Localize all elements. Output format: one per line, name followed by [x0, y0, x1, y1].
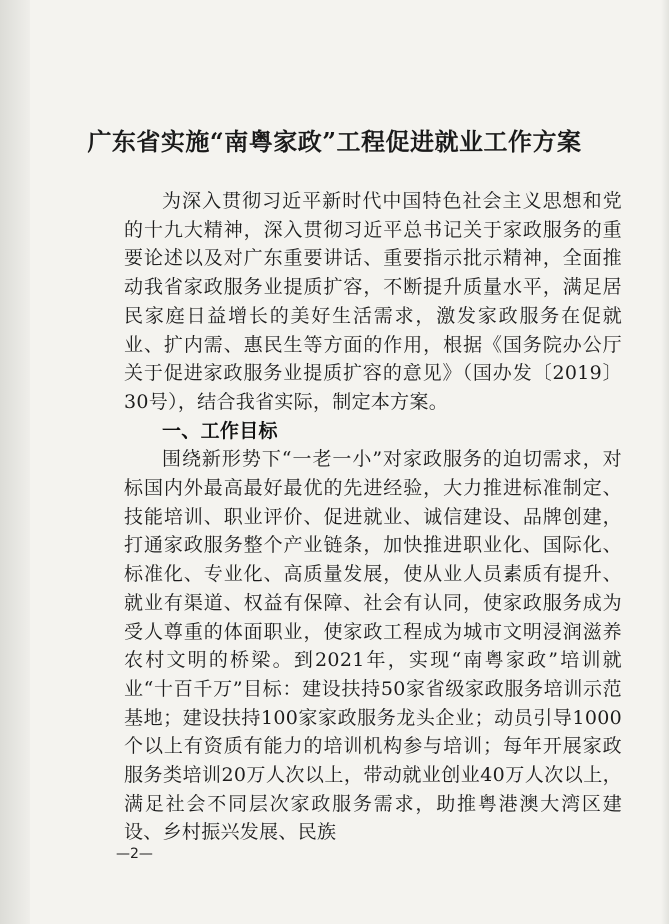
document-title: 广东省实施“南粤家政”工程促进就业工作方案	[87, 127, 582, 156]
section-paragraph: 围绕新形势下“一老一小”对家政服务的迫切需求，对标国内外最高最好最优的先进经验，大力推进标准制定、技能培训、职业评价、促进就业、诚信建设、品牌创建，打通家政服务整个产业链条，加快推进职业化、国际化、标准化、专业化、高质量发展，使从业人员素质有提升、就业有渠道、权益有保障、社会有认同，使家政服务成为受人尊重的体面职业，使家政工程成为城市文明浸润滋养农村文明的桥梁。到2021年，实现“南粤家政”培训就业“十百千万”目标：建设扶持50家省级家政服务培训示范基地；建设扶持100家家政服务龙头企业；动员引导1000个以上有资质有能力的培训机构参与培训；每年开展家政服务类培训20万人次以上，带动就业创业40万人次以上，满足社会不同层次家政服务需求，助推粤港澳大湾区建设、乡村振兴发展、民族	[124, 448, 622, 844]
document-body	[124, 187, 622, 847]
page-number: —2—	[116, 846, 153, 862]
intro-paragraph: 为深入贯彻习近平新时代中国特色社会主义思想和党的十九大精神，深入贯彻习近平总书记关于家政服务的重要论述以及对广东重要讲话、重要指示批示精神，全面推动我省家政服务业提质扩容，不断提升质量水平，满足居民家庭日益增长的美好生活需求，激发家政服务在促就业、扩内需、惠民生等方面的作用，根据《国务院办公厅关于促进家政服务业提质扩容的意见》（国办发〔2019〕30号），结合我省实际，制定本方案。	[124, 190, 622, 413]
section-heading: 一、工作目标	[162, 419, 278, 442]
